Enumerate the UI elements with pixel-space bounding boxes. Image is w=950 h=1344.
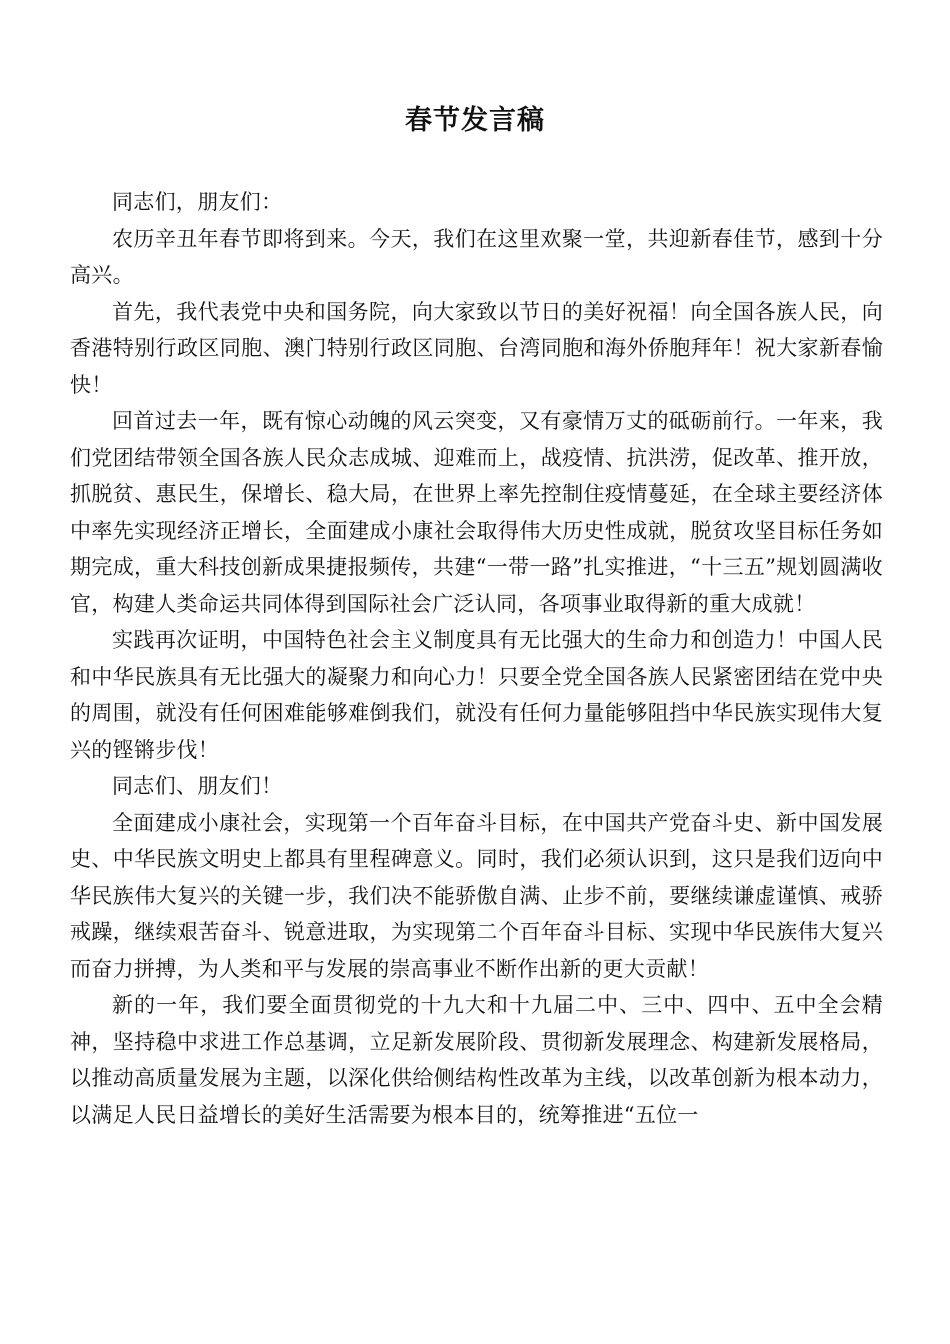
paragraph-milestone: 全面建成小康社会，实现第一个百年奋斗目标，在中国共产党奋斗史、新中国发展史、中华民族文明史上都具有里程碑意义。同时，我们必须认识到，这只是我们迈向中华民族伟大复兴的关键一步，我们决不能骄傲自满、止步不前，要继续谦虚谨慎、戒骄戒躁，继续艰苦奋斗、锐意进取，为实现第二个百年奋斗目标、实现中华民族伟大复兴而奋力拼搏，为人类和平与发展的崇高事业不断作出新的更大贡献！ bbox=[70, 810, 883, 981]
document-title: 春节发言稿 bbox=[405, 105, 545, 136]
paragraph-greeting: 同志们，朋友们： bbox=[112, 190, 283, 214]
paragraph-proof: 实践再次证明，中国特色社会主义制度具有无比强大的生命力和创造力！中国人民和中华民族具有无比强大的凝聚力和向心力！只要全党全国各族人民紧密团结在党中央的周围，就没有任何困难能够难倒我们，就没有任何力量能够阻挡中华民族实现伟大复兴的铿锵步伐！ bbox=[70, 628, 883, 762]
paragraph-opening: 农历辛丑年春节即将到来。今天，我们在这里欢聚一堂，共迎新春佳节，感到十分高兴。 bbox=[70, 226, 883, 287]
document-body bbox=[70, 184, 883, 1133]
paragraph-greetings-wishes: 首先，我代表党中央和国务院，向大家致以节日的美好祝福！向全国各族人民，向香港特别行政区同胞、澳门特别行政区同胞、台湾同胞和海外侨胞拜年！祝大家新春愉快！ bbox=[70, 299, 883, 397]
paragraph-review: 回首过去一年，既有惊心动魄的风云突变，又有豪情万丈的砥砺前行。一年来，我们党团结带领全国各族人民众志成城、迎难而上，战疫情、抗洪涝，促改革、推开放，抓脱贫、惠民生，保增长、稳大局，在世界上率先控制住疫情蔓延，在全球主要经济体中率先实现经济正增长，全面建成小康社会取得伟大历史性成就，脱贫攻坚目标任务如期完成，重大科技创新成果捷报频传，共建“一带一路”扎实推进，“十三五”规划圆满收官，构建人类命运共同体得到国际社会广泛认同，各项事业取得新的重大成就！ bbox=[70, 409, 883, 616]
paragraph-new-year: 新的一年，我们要全面贯彻党的十九大和十九届二中、三中、四中、五中全会精神，坚持稳中求进工作总基调，立足新发展阶段、贯彻新发展理念、构建新发展格局，以推动高质量发展为主题，以深化供给侧结构性改革为主线，以改革创新为根本动力，以满足人民日益增长的美好生活需要为根本目的，统筹推进“五位一 bbox=[70, 993, 883, 1127]
paragraph-address: 同志们、朋友们！ bbox=[112, 774, 283, 798]
